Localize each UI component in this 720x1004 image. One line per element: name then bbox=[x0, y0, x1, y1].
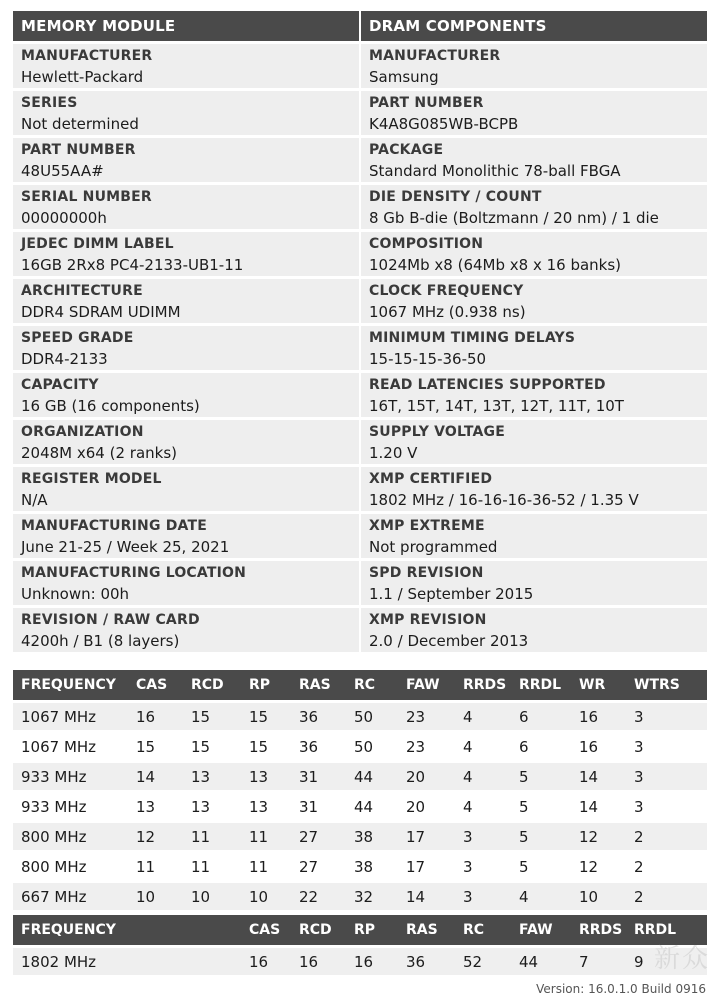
dram-components-field-label: DIE DENSITY / COUNT bbox=[369, 189, 542, 205]
dram-components-field-label: SUPPLY VOLTAGE bbox=[369, 424, 505, 440]
timing-cell: 36 bbox=[291, 702, 346, 732]
timing-cell: 800 MHz bbox=[13, 852, 128, 882]
dram-components-field-value: 16T, 15T, 14T, 13T, 12T, 11T, 10T bbox=[369, 397, 624, 415]
memory-module-field-label: ORGANIZATION bbox=[21, 424, 144, 440]
dram-components-field-value: Samsung bbox=[369, 68, 439, 86]
timing-column-header: FREQUENCY bbox=[13, 670, 128, 702]
timing-cell: 933 MHz bbox=[13, 762, 128, 792]
timing-cell: 14 bbox=[571, 792, 626, 822]
timing-column-header: FAW bbox=[398, 670, 455, 702]
dram-components-field-value: 2.0 / December 2013 bbox=[369, 632, 529, 650]
memory-module-field-label: MANUFACTURING LOCATION bbox=[21, 565, 247, 581]
timing-cell: 17 bbox=[398, 852, 455, 882]
xmp-column-header: RC bbox=[455, 915, 511, 947]
memory-module-field-label: MANUFACTURING DATE bbox=[21, 518, 207, 534]
timing-cell: 15 bbox=[128, 732, 183, 762]
timing-cell: 3 bbox=[626, 702, 707, 732]
timing-cell: 11 bbox=[128, 852, 183, 882]
timing-cell: 16 bbox=[128, 702, 183, 732]
memory-module-field-value: 4200h / B1 (8 layers) bbox=[21, 632, 180, 650]
timing-cell: 12 bbox=[571, 852, 626, 882]
memory-module-field bbox=[13, 514, 359, 558]
timing-cell: 5 bbox=[511, 822, 571, 852]
timing-cell: 1067 MHz bbox=[13, 732, 128, 762]
timing-cell: 2 bbox=[626, 852, 707, 882]
timing-cell: 15 bbox=[183, 732, 241, 762]
timing-cell: 36 bbox=[291, 732, 346, 762]
dram-components-field-label: MINIMUM TIMING DELAYS bbox=[369, 330, 576, 346]
timing-column-header: RP bbox=[241, 670, 291, 702]
memory-module-field-value: 16GB 2Rx8 PC4-2133-UB1-11 bbox=[21, 256, 244, 274]
memory-module-field bbox=[13, 91, 359, 135]
dram-components-field-label: CLOCK FREQUENCY bbox=[369, 283, 524, 299]
spec-panel bbox=[13, 11, 707, 652]
xmp-timing-table bbox=[13, 915, 707, 975]
xmp-cell: 36 bbox=[398, 947, 455, 976]
xmp-column-header: RCD bbox=[291, 915, 346, 947]
timing-cell: 667 MHz bbox=[13, 882, 128, 911]
timing-column-header: RRDS bbox=[455, 670, 511, 702]
xmp-column-header: RAS bbox=[398, 915, 455, 947]
dram-components-field-label: PACKAGE bbox=[369, 142, 444, 158]
memory-module-field-value: 2048M x64 (2 ranks) bbox=[21, 444, 177, 462]
version-label: Version: 16.0.1.0 Build 0916 bbox=[536, 982, 706, 996]
xmp-cell: 16 bbox=[346, 947, 398, 976]
timing-cell: 6 bbox=[511, 732, 571, 762]
timing-cell: 15 bbox=[183, 702, 241, 732]
xmp-column-header: FAW bbox=[511, 915, 571, 947]
timing-row bbox=[13, 822, 707, 852]
timing-cell: 14 bbox=[128, 762, 183, 792]
memory-module-field-label: ARCHITECTURE bbox=[21, 283, 143, 299]
timing-cell: 11 bbox=[183, 852, 241, 882]
timing-cell: 4 bbox=[455, 702, 511, 732]
timing-row bbox=[13, 762, 707, 792]
xmp-column-header: CAS bbox=[241, 915, 291, 947]
memory-module-field-value: June 21-25 / Week 25, 2021 bbox=[21, 538, 230, 556]
watermark: 新众 bbox=[653, 944, 710, 974]
timing-cell: 27 bbox=[291, 852, 346, 882]
timing-cell: 4 bbox=[455, 762, 511, 792]
memory-module-field bbox=[13, 138, 359, 182]
dram-components-field-label: XMP REVISION bbox=[369, 612, 487, 628]
xmp-cell: 7 bbox=[571, 947, 626, 976]
dram-components-field bbox=[361, 326, 707, 370]
timing-cell: 2 bbox=[626, 882, 707, 911]
dram-components-field-value: 1802 MHz / 16-16-16-36-52 / 1.35 V bbox=[369, 491, 639, 509]
timing-column-header: CAS bbox=[128, 670, 183, 702]
memory-module-field-label: SERIES bbox=[21, 95, 78, 111]
memory-module-field-label: SERIAL NUMBER bbox=[21, 189, 152, 205]
dram-components-field bbox=[361, 91, 707, 135]
timing-cell: 11 bbox=[183, 822, 241, 852]
xmp-cell: 9 bbox=[626, 947, 707, 976]
timing-cell: 12 bbox=[128, 822, 183, 852]
dram-components-field bbox=[361, 44, 707, 88]
memory-module-field bbox=[13, 561, 359, 605]
dram-components-field-value: K4A8G085WB-BCPB bbox=[369, 115, 519, 133]
timing-cell: 13 bbox=[183, 792, 241, 822]
timing-cell: 4 bbox=[511, 882, 571, 911]
timing-cell: 5 bbox=[511, 792, 571, 822]
dram-components-field bbox=[361, 185, 707, 229]
timing-cell: 44 bbox=[346, 762, 398, 792]
timing-row bbox=[13, 792, 707, 822]
timing-cell: 13 bbox=[241, 792, 291, 822]
timing-cell: 16 bbox=[571, 732, 626, 762]
timing-column-header: RRDL bbox=[511, 670, 571, 702]
timing-cell: 10 bbox=[241, 882, 291, 911]
dram-components-field bbox=[361, 514, 707, 558]
timing-cell: 2 bbox=[626, 822, 707, 852]
dram-components-field-value: 15-15-15-36-50 bbox=[369, 350, 487, 368]
timing-cell: 14 bbox=[398, 882, 455, 911]
memory-module-field bbox=[13, 232, 359, 276]
timing-cell: 14 bbox=[571, 762, 626, 792]
xmp-column-header: RP bbox=[346, 915, 398, 947]
timing-cell: 3 bbox=[626, 792, 707, 822]
dram-components-field bbox=[361, 373, 707, 417]
memory-module-column bbox=[13, 11, 359, 652]
timing-cell: 20 bbox=[398, 762, 455, 792]
dram-components-column bbox=[361, 11, 707, 652]
dram-components-field-label: SPD REVISION bbox=[369, 565, 484, 581]
timing-row bbox=[13, 882, 707, 911]
memory-module-field-value: DDR4-2133 bbox=[21, 350, 108, 368]
dram-components-field bbox=[361, 608, 707, 652]
dram-components-field-value: 1.1 / September 2015 bbox=[369, 585, 534, 603]
timing-cell: 6 bbox=[511, 702, 571, 732]
timing-cell: 5 bbox=[511, 852, 571, 882]
memory-module-field-label: REVISION / RAW CARD bbox=[21, 612, 200, 628]
timing-cell: 3 bbox=[455, 882, 511, 911]
timing-cell: 23 bbox=[398, 702, 455, 732]
xmp-cell: 44 bbox=[511, 947, 571, 976]
timing-cell: 4 bbox=[455, 792, 511, 822]
xmp-cell: 1802 MHz bbox=[13, 947, 128, 976]
timing-cell: 11 bbox=[241, 852, 291, 882]
timing-cell: 933 MHz bbox=[13, 792, 128, 822]
timing-cell: 44 bbox=[346, 792, 398, 822]
dram-components-field-label: COMPOSITION bbox=[369, 236, 484, 252]
memory-module-header: MEMORY MODULE bbox=[13, 11, 359, 41]
xmp-cell: 16 bbox=[291, 947, 346, 976]
timing-cell: 13 bbox=[183, 762, 241, 792]
timing-cell: 50 bbox=[346, 702, 398, 732]
dram-components-field-label: XMP CERTIFIED bbox=[369, 471, 493, 487]
memory-module-field bbox=[13, 185, 359, 229]
memory-module-field bbox=[13, 326, 359, 370]
memory-module-field-label: PART NUMBER bbox=[21, 142, 136, 158]
memory-module-field-value: Unknown: 00h bbox=[21, 585, 130, 603]
timing-cell: 11 bbox=[241, 822, 291, 852]
timing-column-header: RAS bbox=[291, 670, 346, 702]
xmp-cell bbox=[183, 947, 241, 976]
xmp-cell: 16 bbox=[241, 947, 291, 976]
timing-cell: 32 bbox=[346, 882, 398, 911]
timing-cell: 17 bbox=[398, 822, 455, 852]
dram-components-field-value: 1.20 V bbox=[369, 444, 418, 462]
dram-components-field-label: MANUFACTURER bbox=[369, 48, 501, 64]
xmp-column-header: RRDS bbox=[571, 915, 626, 947]
xmp-row bbox=[13, 947, 707, 976]
memory-module-field-label: JEDEC DIMM LABEL bbox=[21, 236, 174, 252]
dram-components-field-value: 1024Mb x8 (64Mb x8 x 16 banks) bbox=[369, 256, 622, 274]
memory-module-field-value: 00000000h bbox=[21, 209, 107, 227]
xmp-cell: 52 bbox=[455, 947, 511, 976]
xmp-column-header: RRDL bbox=[626, 915, 707, 947]
memory-module-field bbox=[13, 608, 359, 652]
memory-module-field bbox=[13, 467, 359, 511]
timing-cell: 13 bbox=[128, 792, 183, 822]
memory-module-field bbox=[13, 279, 359, 323]
timing-row bbox=[13, 702, 707, 732]
timing-column-header: WR bbox=[571, 670, 626, 702]
timing-cell: 1067 MHz bbox=[13, 702, 128, 732]
dram-components-field-label: PART NUMBER bbox=[369, 95, 484, 111]
timing-table bbox=[13, 670, 707, 910]
dram-components-field bbox=[361, 279, 707, 323]
dram-components-field-label: XMP EXTREME bbox=[369, 518, 485, 534]
timing-cell: 50 bbox=[346, 732, 398, 762]
dram-components-header: DRAM COMPONENTS bbox=[361, 11, 707, 41]
memory-module-field bbox=[13, 373, 359, 417]
memory-module-field-value: Not determined bbox=[21, 115, 139, 133]
memory-module-field-label: REGISTER MODEL bbox=[21, 471, 162, 487]
memory-module-field-label: CAPACITY bbox=[21, 377, 99, 393]
memory-module-field bbox=[13, 44, 359, 88]
timing-column-header: RCD bbox=[183, 670, 241, 702]
xmp-column-header: FREQUENCY bbox=[13, 915, 128, 947]
memory-module-field-label: SPEED GRADE bbox=[21, 330, 134, 346]
timing-cell: 800 MHz bbox=[13, 822, 128, 852]
timing-cell: 3 bbox=[455, 852, 511, 882]
timing-cell: 22 bbox=[291, 882, 346, 911]
timing-cell: 15 bbox=[241, 702, 291, 732]
memory-module-field-value: 16 GB (16 components) bbox=[21, 397, 200, 415]
dram-components-field-value: 8 Gb B-die (Boltzmann / 20 nm) / 1 die bbox=[369, 209, 659, 227]
timing-cell: 3 bbox=[455, 822, 511, 852]
dram-components-field-value: Standard Monolithic 78-ball FBGA bbox=[369, 162, 621, 180]
timing-cell: 10 bbox=[571, 882, 626, 911]
timing-cell: 31 bbox=[291, 792, 346, 822]
dram-components-field bbox=[361, 138, 707, 182]
memory-module-field-value: DDR4 SDRAM UDIMM bbox=[21, 303, 181, 321]
dram-components-field-value: Not programmed bbox=[369, 538, 498, 556]
timing-cell: 31 bbox=[291, 762, 346, 792]
timing-cell: 38 bbox=[346, 822, 398, 852]
timing-cell: 10 bbox=[183, 882, 241, 911]
timing-cell: 3 bbox=[626, 732, 707, 762]
timing-column-header: RC bbox=[346, 670, 398, 702]
memory-module-field bbox=[13, 420, 359, 464]
xmp-cell bbox=[128, 947, 183, 976]
timing-cell: 5 bbox=[511, 762, 571, 792]
timing-cell: 27 bbox=[291, 822, 346, 852]
dram-components-field bbox=[361, 467, 707, 511]
memory-module-field-label: MANUFACTURER bbox=[21, 48, 153, 64]
dram-components-field bbox=[361, 561, 707, 605]
dram-components-field-value: 1067 MHz (0.938 ns) bbox=[369, 303, 526, 321]
timing-cell: 20 bbox=[398, 792, 455, 822]
memory-module-field-value: N/A bbox=[21, 491, 48, 509]
dram-components-field bbox=[361, 232, 707, 276]
timing-cell: 4 bbox=[455, 732, 511, 762]
memory-module-field-value: 48U55AA# bbox=[21, 162, 104, 180]
dram-components-field bbox=[361, 420, 707, 464]
timing-cell: 13 bbox=[241, 762, 291, 792]
timing-cell: 3 bbox=[626, 762, 707, 792]
timing-cell: 38 bbox=[346, 852, 398, 882]
xmp-column-header bbox=[128, 915, 183, 947]
timing-cell: 23 bbox=[398, 732, 455, 762]
timing-cell: 12 bbox=[571, 822, 626, 852]
timing-column-header: WTRS bbox=[626, 670, 707, 702]
timing-cell: 15 bbox=[241, 732, 291, 762]
xmp-column-header bbox=[183, 915, 241, 947]
timing-cell: 10 bbox=[128, 882, 183, 911]
timing-cell: 16 bbox=[571, 702, 626, 732]
dram-components-field-label: READ LATENCIES SUPPORTED bbox=[369, 377, 606, 393]
memory-module-field-value: Hewlett-Packard bbox=[21, 68, 144, 86]
timing-row bbox=[13, 732, 707, 762]
timing-row bbox=[13, 852, 707, 882]
